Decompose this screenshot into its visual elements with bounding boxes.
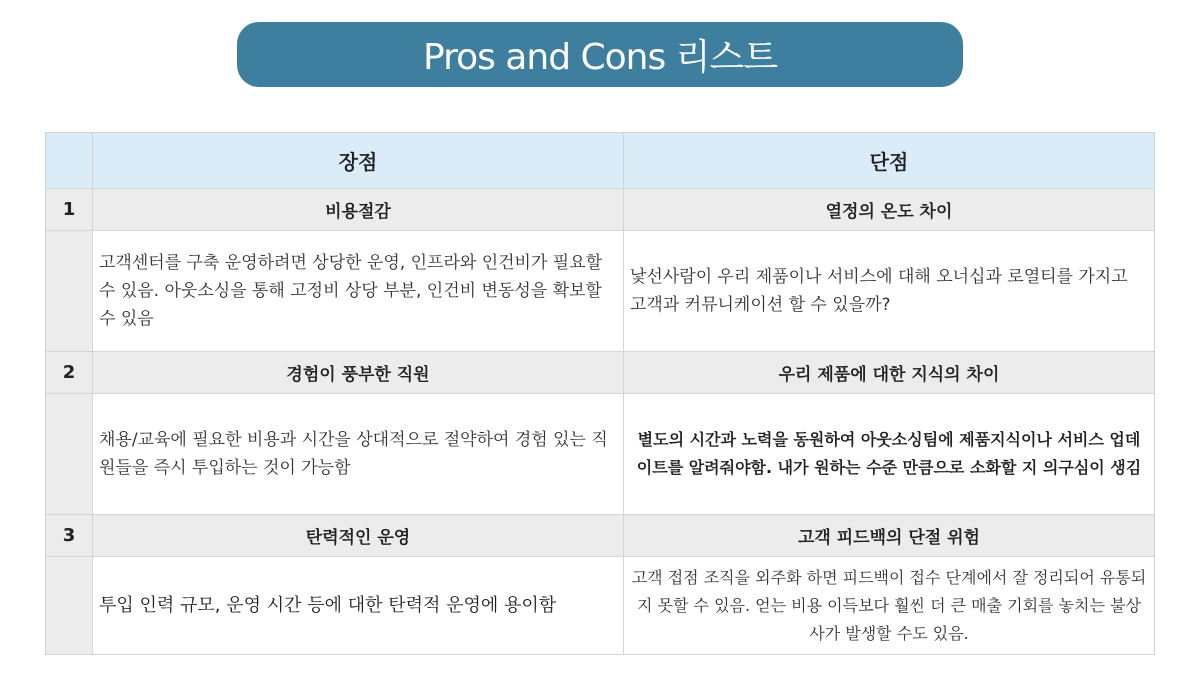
pro-description: 투입 인력 규모, 운영 시간 등에 대한 탄력적 운영에 용이함 (93, 557, 624, 655)
con-description: 낯선사람이 우리 제품이나 서비스에 대해 오너십과 로열티를 가지고 고객과 커뮤니케이션 할 수 있을까? (624, 231, 1155, 352)
con-description: 고객 접점 조직을 외주화 하면 피드백이 접수 단계에서 잘 정리되어 유통되지 못할 수 있음. 얻는 비용 이득보다 훨씬 더 큰 매출 기회를 놓치는 불상사가 발생할 수도 있음. (624, 557, 1155, 655)
table-row (46, 515, 1155, 557)
con-title: 고객 피드백의 단절 위험 (624, 515, 1155, 557)
table-row (46, 394, 1155, 515)
pros-cons-table (45, 132, 1155, 655)
pro-description: 채용/교육에 필요한 비용과 시간을 상대적으로 절약하여 경험 있는 직원들을 즉시 투입하는 것이 가능함 (93, 394, 624, 515)
table-row (46, 352, 1155, 394)
pro-title: 경험이 풍부한 직원 (93, 352, 624, 394)
page-title: Pros and Cons 리스트 (237, 22, 963, 87)
table-row (46, 189, 1155, 231)
pro-description: 고객센터를 구축 운영하려면 상당한 운영, 인프라와 인건비가 필요할 수 있음. 아웃소싱을 통해 고정비 상당 부분, 인건비 변동성을 확보할 수 있음 (93, 231, 624, 352)
header-cons: 단점 (624, 133, 1155, 189)
con-title: 열정의 온도 차이 (624, 189, 1155, 231)
table-row (46, 231, 1155, 352)
pro-title: 탄력적인 운영 (93, 515, 624, 557)
pro-title: 비용절감 (93, 189, 624, 231)
row-spacer (46, 557, 93, 655)
table-row (46, 557, 1155, 655)
row-number: 3 (46, 515, 93, 557)
header-pros: 장점 (93, 133, 624, 189)
row-number: 2 (46, 352, 93, 394)
table-header-row (46, 133, 1155, 189)
con-description: 별도의 시간과 노력을 동원하여 아웃소싱팀에 제품지식이나 서비스 업데이트를 알려줘야함. 내가 원하는 수준 만큼으로 소화할 지 의구심이 생김 (624, 394, 1155, 515)
header-index (46, 133, 93, 189)
con-title: 우리 제품에 대한 지식의 차이 (624, 352, 1155, 394)
row-spacer (46, 231, 93, 352)
row-number: 1 (46, 189, 93, 231)
row-spacer (46, 394, 93, 515)
